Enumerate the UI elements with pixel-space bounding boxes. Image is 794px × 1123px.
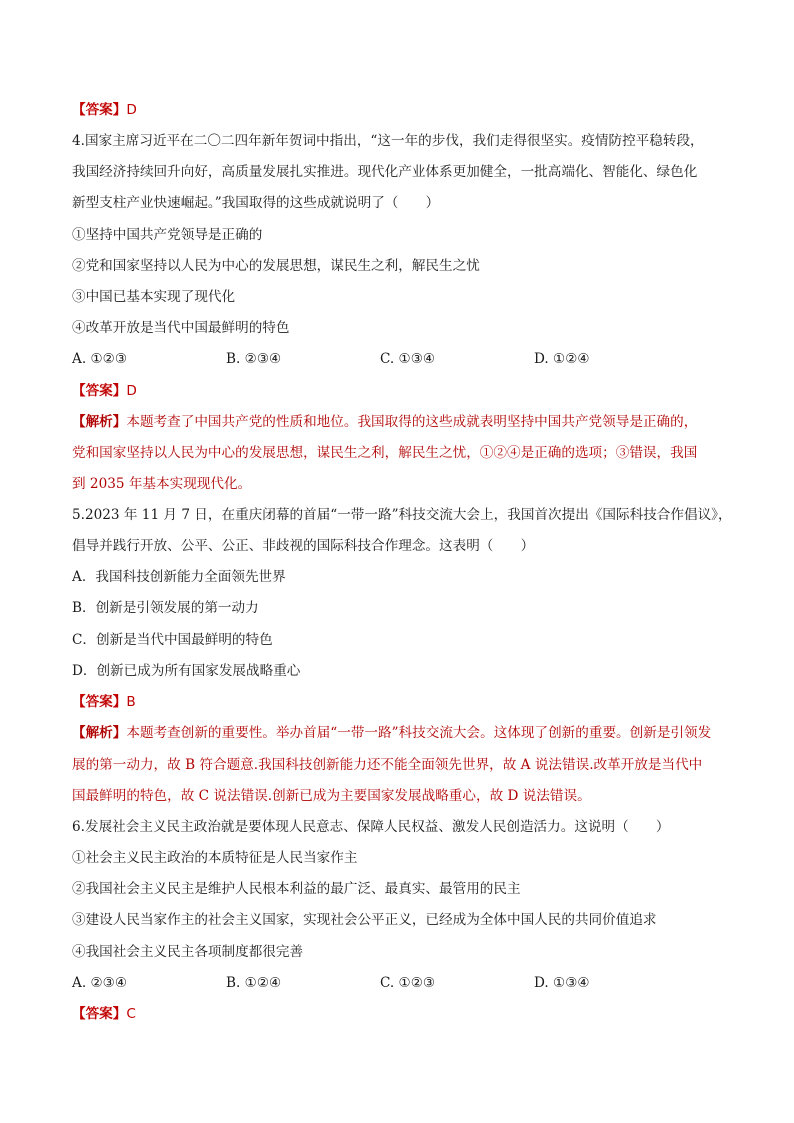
- q4-answer: D: [126, 383, 137, 399]
- q6-option-a: A. ②③④: [72, 975, 128, 991]
- q5-analysis-text-1: 本题考查创新的重要性。举办首届“一带一路”科技交流大会。这体现了创新的重要。创新是引领发: [126, 725, 712, 741]
- q4-item-2: ②党和国家坚持以人民为中心的发展思想，谋民生之利，解民生之忧: [72, 258, 480, 274]
- q6-answer-line: [72, 1004, 136, 1024]
- analysis-tag: 【解析】: [72, 725, 127, 741]
- q5-option-b: B．创新是引领发展的第一动力: [72, 600, 259, 616]
- q4-stem-line-2: 我国经济持续回升向好，高质量发展扎实推进。现代化产业体系更加健全，一批高端化、智能化、绿色化: [72, 164, 698, 180]
- q6-item-4: ④我国社会主义民主各项制度都很完善: [72, 944, 304, 960]
- q4-stem-line-3: 新型支柱产业快速崛起。”我国取得的这些成就说明了（ ）: [72, 195, 440, 211]
- q4-analysis-line-3: 到 2035 年基本实现现代化。: [72, 476, 252, 492]
- q6-option-c: C. ①②③: [380, 975, 436, 991]
- q4-item-1: ①坚持中国共产党领导是正确的: [72, 227, 263, 243]
- q4-analysis-line-1: [72, 412, 697, 432]
- q5-analysis-line-3: 国最鲜明的特色，故 C 说法错误.创新已成为主要国家发展战略重心，故 D 说法错误。: [72, 788, 591, 804]
- analysis-tag: 【解析】: [72, 414, 127, 430]
- q6-item-2: ②我国社会主义民主是维护人民根本利益的最广泛、最真实、最管用的民主: [72, 881, 521, 897]
- q4-option-d: D. ①②④: [534, 351, 590, 367]
- q5-stem-line-2: 倡导并践行开放、公平、公正、非歧视的国际科技合作理念。这表明（ ）: [72, 538, 535, 554]
- answer-tag: 【答案】: [72, 383, 127, 399]
- q6-item-1: ①社会主义民主政治的本质特征是人民当家作主: [72, 850, 358, 866]
- answer-tag: 【答案】: [72, 102, 127, 118]
- q4-analysis-line-2: 党和国家坚持以人民为中心的发展思想，谋民生之利，解民生之忧，①②④是正确的选项；③错误，我国: [72, 445, 698, 461]
- q3-answer: D: [126, 102, 137, 118]
- q4-answer-line: [72, 381, 137, 401]
- q5-option-d: D．创新已成为所有国家发展战略重心: [72, 663, 301, 679]
- q4-option-a: A. ①②③: [72, 351, 128, 367]
- q5-answer: B: [126, 694, 136, 710]
- q5-answer-line: [72, 692, 136, 712]
- q5-analysis-line-1: [72, 723, 711, 743]
- q4-option-c: C. ①③④: [380, 351, 436, 367]
- q5-option-a: A．我国科技创新能力全面领先世界: [72, 569, 286, 585]
- q6-answer: C: [126, 1006, 136, 1022]
- q6-option-d: D. ①③④: [534, 975, 590, 991]
- q5-stem-line-1: 5.2023 年 11 月 7 日，在重庆闭幕的首届“一带一路”科技交流大会上，我国首次提出《国际科技合作倡议》，: [72, 507, 732, 523]
- q5-analysis-line-2: 展的第一动力，故 B 符合题意.我国科技创新能力还不能全面领先世界，故 A 说法错误.改革开放是当代中: [72, 757, 703, 773]
- q4-option-b: B. ②③④: [226, 351, 282, 367]
- q5-option-c: C．创新是当代中国最鲜明的特色: [72, 632, 273, 648]
- answer-tag: 【答案】: [72, 694, 127, 710]
- q4-analysis-text-1: 本题考查了中国共产党的性质和地位。我国取得的这些成就表明坚持中国共产党领导是正确的，: [126, 414, 698, 430]
- q6-option-b: B. ①②④: [226, 975, 282, 991]
- q4-item-3: ③中国已基本实现了现代化: [72, 289, 236, 305]
- q4-stem-line-1: 4.国家主席习近平在二〇二四年新年贺词中指出，“这一年的步伐，我们走得很坚实。疫情防控平稳转段，: [72, 133, 704, 149]
- q3-answer-line: [72, 100, 137, 120]
- q6-item-3: ③建设人民当家作主的社会主义国家，实现社会公平正义，已经成为全体中国人民的共同价值追求: [72, 912, 657, 928]
- q4-item-4: ④改革开放是当代中国最鲜明的特色: [72, 320, 290, 336]
- q6-stem-line-1: 6.发展社会主义民主政治就是要体现人民意志、保障人民权益、激发人民创造活力。这说明（ ）: [72, 819, 670, 835]
- answer-tag: 【答案】: [72, 1006, 127, 1022]
